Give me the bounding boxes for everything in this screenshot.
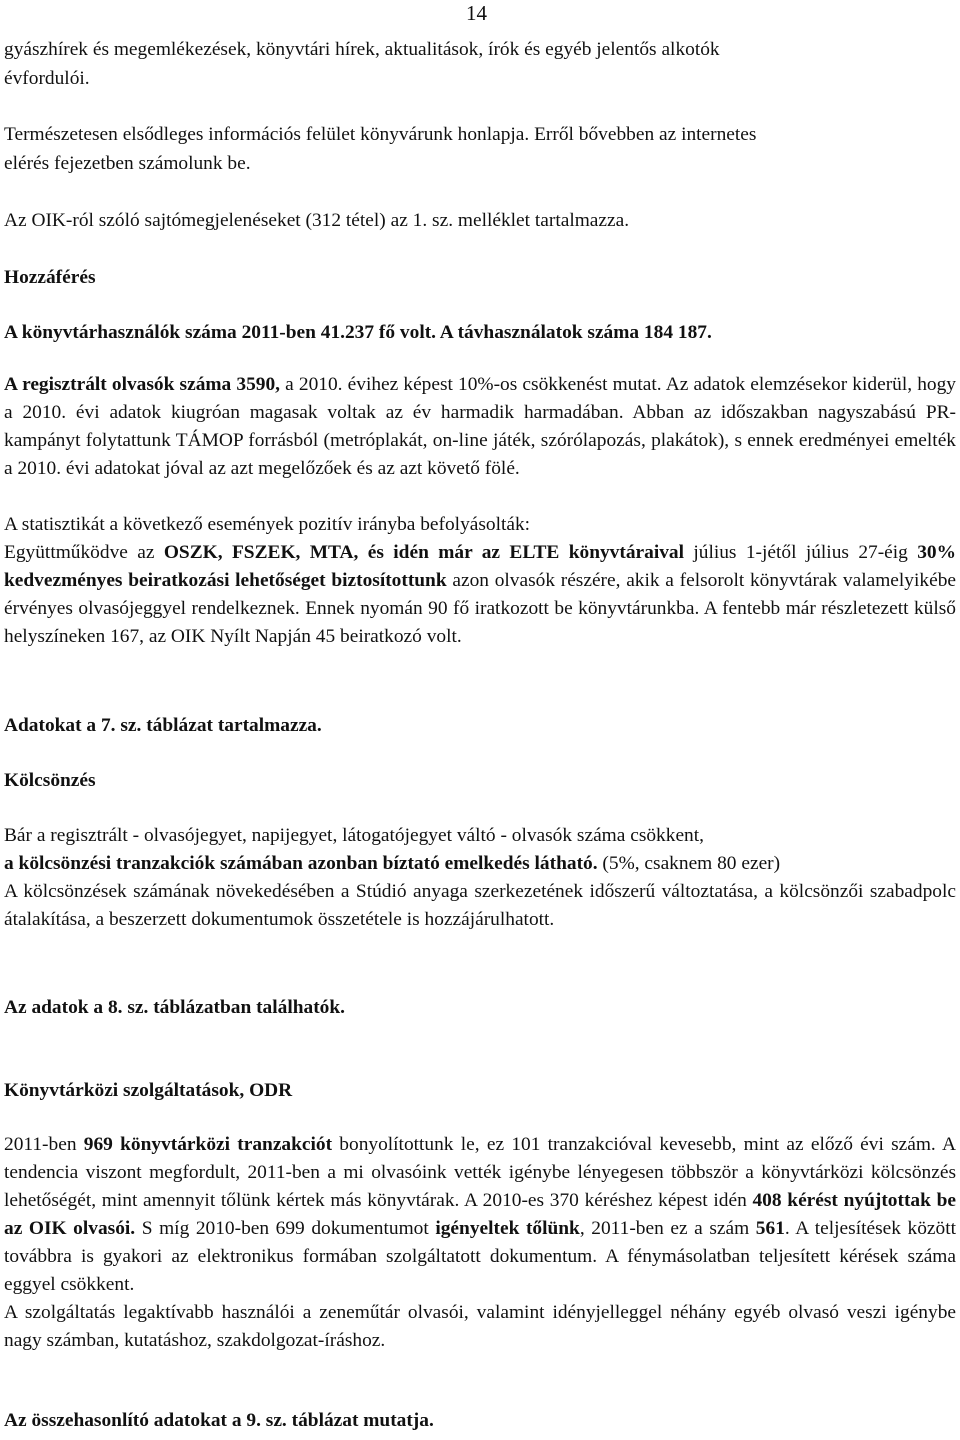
- bold-text: 561: [755, 1218, 785, 1239]
- paragraph-interlibrary: [4, 1131, 956, 1355]
- text-line: A statisztikát a következő események pozitív irányba befolyásolták:: [4, 514, 531, 535]
- text-run: . A teljesítések között továbbra is gyakori az elektronikus formában szolgáltatott dokumentum. A fénymásolatban teljesített kérések száma eggyel csökkent.: [4, 1218, 956, 1295]
- text-run: , 2011-ben ez a szám: [579, 1218, 756, 1239]
- text-run: július 1-jétől július 27-éig: [684, 542, 918, 563]
- text-line: gyászhírek és megemlékezések, könyvtári hírek, aktualitások, írók és egyéb jelentős alkotók: [4, 39, 720, 60]
- paragraph-users: A könyvtárhasználók száma 2011-ben 41.237 fő volt. A távhasználatok száma 184 187.: [4, 322, 712, 343]
- paragraph-table8: Az adatok a 8. sz. táblázatban találhatók.: [4, 997, 345, 1018]
- heading-interlibrary: Könyvtárközi szolgáltatások, ODR: [4, 1080, 293, 1101]
- text-run: A kölcsönzések számának növekedésében a Stúdió anyaga szerkezetének időszerű változtatása, a kölcsönzői szabadpolc átalakítása, a beszerzett dokumentumok összetétele is hozzájárulhatott.: [4, 881, 956, 930]
- bold-text: a kölcsönzési tranzakciók számában azonban bíztató emelkedés látható.: [4, 853, 598, 874]
- text-line: elérés fejezetben számolunk be.: [4, 153, 251, 174]
- paragraph-table7: Adatokat a 7. sz. táblázat tartalmazza.: [4, 715, 322, 736]
- paragraph-news: [4, 35, 956, 93]
- text-run: S míg 2010-ben 699 dokumentumot: [135, 1218, 436, 1239]
- text-run: a 2010. évihez képest 10%-os csökkenést mutat. Az adatok elemzésekor kiderül, hogy a 2010. évi adatok kiugróan magasak voltak az év harmadik harmadában. Abban az időszakban nagyszabású PR-kampányt folytattunk TÁMOP forrásból (metróplakát, on-line játék, szórólapozás, plakátok), s ennek eredményei emelték a 2010. évi adatokat jóval az azt megelőzőek és az azt követő fölé.: [4, 374, 956, 479]
- bold-text: igényeltek tőlünk: [435, 1218, 580, 1239]
- heading-access: Hozzáférés: [4, 267, 96, 288]
- text-run: 2011-ben: [4, 1134, 84, 1155]
- text-run: (5%, csaknem 80 ezer): [597, 853, 781, 874]
- text-run: azon olvasók részére, akik a felsorolt könyvtárak valamelyikébe érvényes olvasójeggyel rendelkeznek. Ennek nyomán 90 fő iratkozott be könyvtárunkba. A fentebb már részletezett külső helyszíneken 167, az OIK Nyílt Napján 45 beiratkozó volt.: [4, 570, 956, 647]
- text-line: Bár a regisztrált - olvasójegyet, napijegyet, látogatójegyet váltó - olvasók száma csökkent,: [4, 825, 704, 846]
- bold-text: A regisztrált olvasók száma 3590,: [4, 374, 280, 395]
- paragraph-lending: [4, 822, 956, 934]
- page-number: 14: [466, 1, 487, 25]
- text-run: Együttműködve az: [4, 542, 164, 563]
- paragraph-registered: [4, 371, 956, 483]
- text-line: Természetesen elsődleges információs felület könyvárunk honlapja. Erről bővebben az internetes: [4, 124, 757, 145]
- paragraph-statistics: [4, 511, 956, 651]
- text-run: A szolgáltatás legaktívabb használói a zeneműtár olvasói, valamint idényjelleggel néhány egyéb olvasó veszi igénybe nagy számban, kutatáshoz, szakdolgozat-íráshoz.: [4, 1302, 956, 1351]
- paragraph-homepage: [4, 120, 956, 178]
- text-run: bonyolítottunk le, ez 101 tranzakcióval kevesebb, mint az előző évi szám. A tendencia viszont megfordult, 2011-ben a mi olvasóink vették igénybe lényegesen többször a könyvtárközi kölcsönzés lehetőségét, mint amennyit tőlünk kértek más könyvtárak. A 2010-es 370 kéréshez képest idén: [4, 1134, 956, 1211]
- heading-lending: Kölcsönzés: [4, 770, 96, 791]
- bold-text: 408 kérést nyújtottak be az OIK olvasói.: [4, 1190, 956, 1239]
- paragraph-table9: Az összehasonlító adatokat a 9. sz. táblázat mutatja.: [4, 1410, 434, 1431]
- bold-text: 30% kedvezményes beiratkozási lehetőséget biztosítottunk: [4, 542, 957, 591]
- paragraph-press: Az OIK-ról szóló sajtómegjelenéseket (312 tétel) az 1. sz. melléklet tartalmazza.: [4, 210, 630, 231]
- text-line: évfordulói.: [4, 68, 90, 89]
- bold-text: OSZK, FSZEK, MTA, és idén már az ELTE könyvtáraival: [163, 542, 684, 563]
- bold-text: 969 könyvtárközi tranzakciót: [83, 1134, 333, 1155]
